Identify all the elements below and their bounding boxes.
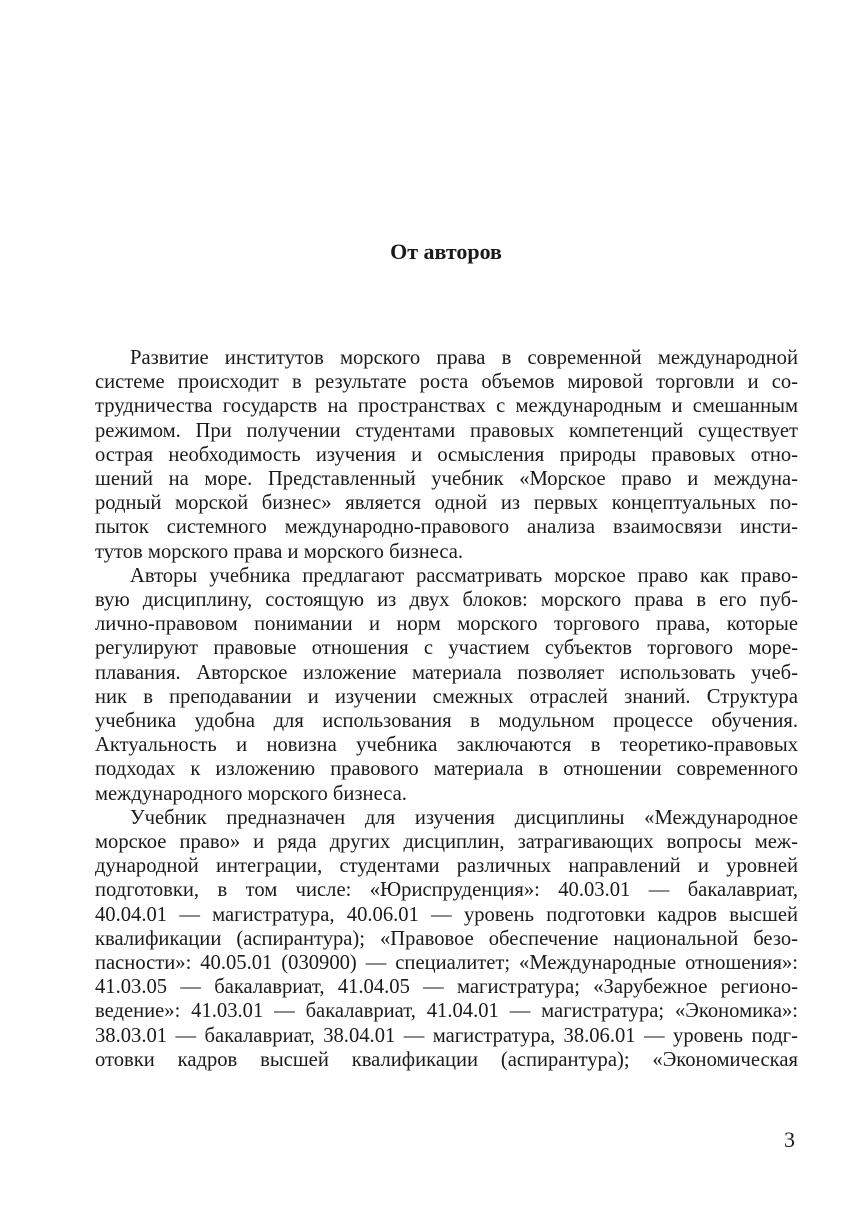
text-line: Развитие институтов морского права в современной международной: [130, 347, 798, 369]
text-line: 40.04.01 — магистратура, 40.06.01 — уровень подготовки кадров высшей: [95, 903, 798, 926]
text-line: режимом. При получении студентами правовых компетенций существует: [95, 419, 798, 442]
paragraph-1: [95, 346, 798, 564]
page-title: От авторов: [390, 239, 502, 264]
text-line: Актуальность и новизна учебника заключаются в теоретико-правовых: [95, 734, 798, 757]
text-line: учебника удобна для использования в модульном процессе обучения.: [95, 710, 798, 733]
text-line: плавания. Авторское изложение материала позволяет использовать учеб-: [95, 661, 798, 684]
text-line: 41.03.05 — бакалавриат, 41.04.05 — магистратура; «Зарубежное регионо-: [95, 976, 798, 999]
text-line: пыток системного международно-правового анализа взаимосвязи инсти-: [95, 516, 798, 539]
text-line: Учебник предназначен для изучения дисциплины «Международное: [130, 806, 798, 829]
text-line: вую дисциплину, состоящую из двух блоков: морского права в его пуб-: [95, 589, 798, 612]
text-line: 38.03.01 — бакалавриат, 38.04.01 — магистратура, 38.06.01 — уровень подг-: [95, 1024, 798, 1047]
body-text: [95, 346, 798, 1072]
text-line: ник в преподавании и изучении смежных отраслей знаний. Структура: [95, 685, 798, 708]
text-line: тутов морского права и морского бизнеса.: [95, 540, 464, 563]
text-line: Авторы учебника предлагают рассматривать морское право как право-: [130, 564, 798, 587]
paragraph-3: [95, 806, 798, 1072]
text-line: пасности»: 40.05.01 (030900) — специалитет; «Международные отношения»:: [95, 952, 798, 975]
text-line: шений на море. Представленный учебник «Морское право и междуна-: [95, 468, 798, 491]
text-line: подходах к изложению правового материала в отношении современного: [95, 758, 798, 781]
page-number: 3: [784, 1127, 795, 1152]
text-line: острая необходимость изучения и осмысления природы правовых отно-: [95, 443, 798, 466]
text-line: квалификации (аспирантура); «Правовое обеспечение национальной безо-: [95, 927, 798, 950]
text-line: морское право» и ряда других дисциплин, затрагивающих вопросы меж-: [95, 831, 798, 854]
text-line: системе происходит в результате роста объемов мировой торговли и со-: [95, 371, 798, 394]
text-line: лично-правовом понимании и норм морского торгового права, которые: [95, 613, 798, 636]
text-line: подготовки, в том числе: «Юриспруденция»: 40.03.01 — бакалавриат,: [95, 879, 798, 902]
text-line: регулируют правовые отношения с участием субъектов торгового море-: [95, 637, 798, 660]
text-line: дународной интеграции, студентами различных направлений и уровней: [95, 855, 798, 878]
text-line: родный морской бизнес» является одной из первых концептуальных по-: [95, 492, 798, 515]
text-line: ведение»: 41.03.01 — бакалавриат, 41.04.01 — магистратура; «Экономика»:: [95, 1000, 798, 1023]
text-line: отовки кадров высшей квалификации (аспирантура); «Экономическая: [95, 1048, 798, 1071]
paragraph-2: [95, 564, 798, 806]
text-line: международного морского бизнеса.: [95, 782, 407, 805]
text-line: трудничества государств на пространствах с международным и смешанным: [95, 395, 798, 418]
